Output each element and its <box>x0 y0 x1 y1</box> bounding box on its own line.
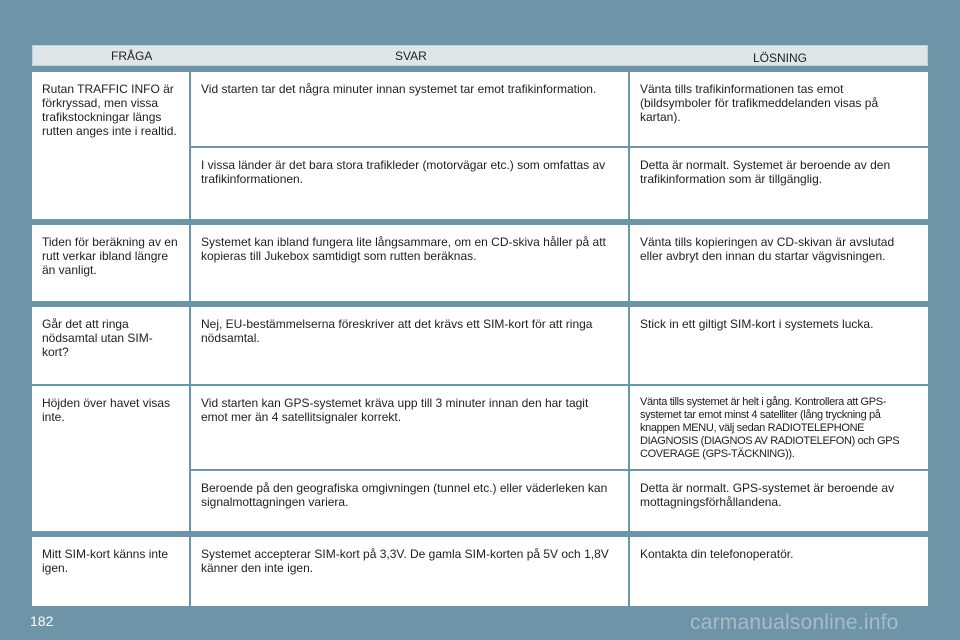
solution-emergency-call: Stick in ett giltigt SIM-kort i systemets lucka. <box>630 307 928 384</box>
answer-emergency-call: Nej, EU-bestämmelserna föreskriver att det krävs ett SIM-kort för att ringa nödsamtal. <box>191 307 628 384</box>
question-emergency-call: Går det att ringa nödsamtal utan SIM-kort? <box>32 307 189 384</box>
solution-traffic-coverage: Detta är normalt. Systemet är beroende av den trafikinformation som är tillgänglig. <box>630 148 928 219</box>
answer-traffic-coverage: I vissa länder är det bara stora trafikleder (motorvägar etc.) som omfattas av trafikinformationen. <box>191 148 628 219</box>
question-altitude: Höjden över havet visas inte. <box>32 386 189 531</box>
table-header <box>32 45 928 66</box>
header-answer: SVAR <box>395 49 427 63</box>
watermark: carmanualsonline.info <box>690 611 899 634</box>
question-sim-card: Mitt SIM-kort känns inte igen. <box>32 537 189 606</box>
header-question: FRÅGA <box>111 49 153 63</box>
solution-gps-environment: Detta är normalt. GPS-systemet är beroende av mottagningsförhållandena. <box>630 471 928 531</box>
header-solution: LÖSNING <box>753 51 808 65</box>
solution-gps-startup: Vänta tills systemet är helt i gång. Kontrollera att GPS-systemet tar emot minst 4 satelliter (lång tryckning på knappen MENU, välj sedan RADIOTELEPHONE DIAGNOSIS (DIAGNOS AV RADIOTELEFON) och GPS COVERAGE (GPS-TÄCKNING)). <box>630 386 928 469</box>
answer-gps-environment: Beroende på den geografiska omgivningen (tunnel etc.) eller väderleken kan signalmottagningen variera. <box>191 471 628 531</box>
question-route-calculation: Tiden för beräkning av en rutt verkar ibland längre än vanligt. <box>32 225 189 301</box>
answer-gps-startup: Vid starten kan GPS-systemet kräva upp till 3 minuter innan den har tagit emot mer än 4 satellitsignaler korrekt. <box>191 386 628 469</box>
answer-sim-card: Systemet accepterar SIM-kort på 3,3V. De gamla SIM-korten på 5V och 1,8V känner den inte igen. <box>191 537 628 606</box>
answer-route-calculation: Systemet kan ibland fungera lite långsammare, om en CD-skiva håller på att kopieras till Jukebox samtidigt som rutten beräknas. <box>191 225 628 301</box>
question-traffic-info: Rutan TRAFFIC INFO är förkryssad, men vissa trafikstockningar längs rutten anges inte i realtid. <box>32 72 189 219</box>
solution-route-calculation: Vänta tills kopieringen av CD-skivan är avslutad eller avbryt den innan du startar vägvisningen. <box>630 225 928 301</box>
page-number: 182 <box>30 613 54 629</box>
answer-traffic-startup: Vid starten tar det några minuter innan systemet tar emot trafikinformation. <box>191 72 628 146</box>
solution-traffic-startup: Vänta tills trafikinformationen tas emot (bildsymboler för trafikmeddelanden visas på kartan). <box>630 72 928 146</box>
solution-sim-card: Kontakta din telefonoperatör. <box>630 537 928 606</box>
